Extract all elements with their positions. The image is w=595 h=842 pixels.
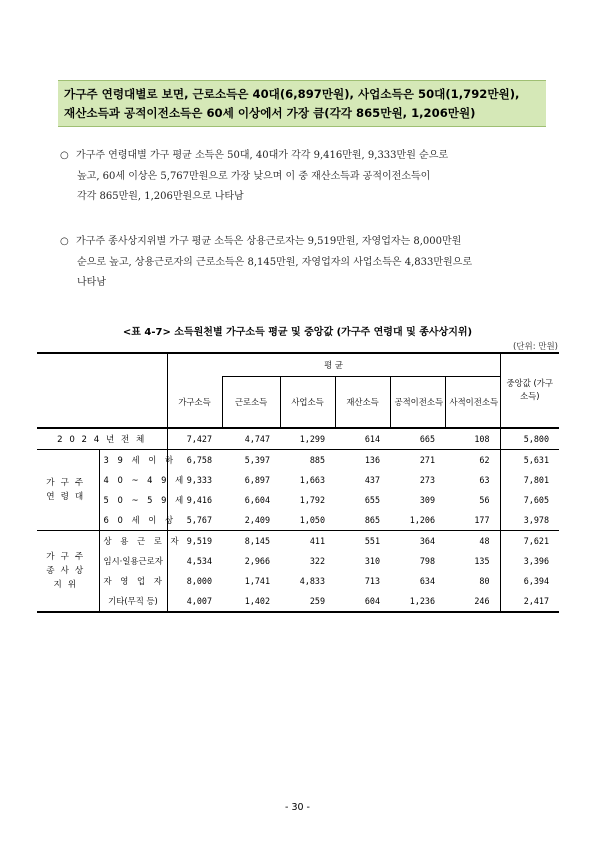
row-label: 기타(무직 등) <box>99 591 167 612</box>
cell: 259 <box>280 591 335 612</box>
row-label: 6 0 세 이 상 <box>99 510 167 531</box>
cell-median: 2,417 <box>500 591 559 612</box>
col-business-income: 사업소득 <box>280 377 335 428</box>
cell: 135 <box>474 555 490 566</box>
cell: 1,236 <box>390 591 445 612</box>
cell: 614 <box>335 428 390 450</box>
cell-median: 7,605 <box>500 490 559 510</box>
row-label: 임시·일용근로자 <box>103 555 163 566</box>
cell: 1,050 <box>280 510 335 531</box>
row-label: 4 0 ~ 4 9 세 <box>103 474 187 485</box>
cell: 4,007 <box>167 591 222 612</box>
cell: 1,206 <box>390 510 445 531</box>
cell: 364 <box>419 535 435 546</box>
cell: 634 <box>419 575 435 586</box>
header-median: 중앙값 (가구소득) <box>500 353 559 428</box>
cell-median: 5,631 <box>500 449 559 470</box>
paragraph-line: 높고, 60세 이상은 5,767만원으로 가장 낮으며 이 중 재산소득과 공적이전소득이 <box>77 170 431 182</box>
cell: 2,966 <box>244 555 270 566</box>
group-label-employment: 가구주 종사상지위 <box>37 530 99 612</box>
paragraph-line: 가구주 연령대별 가구 평균 소득은 50대, 40대가 각각 9,416만원, 9,333만원 순으로 <box>76 150 449 161</box>
cell: 48 <box>479 535 490 546</box>
cell: 62 <box>479 454 490 465</box>
cell: 5,397 <box>244 454 270 465</box>
col-earned-income: 근로소득 <box>222 377 280 428</box>
table-row <box>37 490 559 510</box>
cell: 2,409 <box>222 510 280 531</box>
cell: 4,747 <box>222 428 280 450</box>
row-label: 5 0 ~ 5 9 세 <box>103 494 187 505</box>
col-property-income: 재산소득 <box>335 377 390 428</box>
cell: 4,534 <box>167 551 222 571</box>
group-label-age: 가구주 연령대 <box>37 449 99 530</box>
cell: 136 <box>364 454 380 465</box>
income-table <box>37 352 559 613</box>
col-household-income: 가구소득 <box>167 377 222 428</box>
cell: 865 <box>335 510 390 531</box>
cell-median: 3,978 <box>500 510 559 531</box>
header-mean: 평 균 <box>167 353 500 377</box>
header-row-1 <box>37 353 559 377</box>
cell: 309 <box>419 494 435 505</box>
cell: 1,792 <box>299 494 325 505</box>
paragraph-line: 각각 865만원, 1,206만원으로 나타남 <box>77 191 244 202</box>
table-row <box>37 551 559 571</box>
row-label: 자 영 업 자 <box>103 575 165 586</box>
cell: 9,519 <box>167 530 222 551</box>
cell-median: 6,394 <box>500 571 559 591</box>
cell: 1,663 <box>299 474 325 485</box>
cell: 665 <box>390 428 445 450</box>
cell: 63 <box>479 474 490 485</box>
paragraph-age <box>60 146 555 208</box>
summary-line-2: 재산소득과 공적이전소득은 60세 이상에서 가장 큼(각각 865만원, 1,206만원) <box>64 106 476 120</box>
cell: 108 <box>445 428 500 450</box>
cell: 8,000 <box>167 571 222 591</box>
table-caption: <표 4-7> 소득원천별 가구소득 평균 및 중앙값 (가구주 연령대 및 종사상지위) <box>122 327 473 338</box>
cell: 655 <box>364 494 380 505</box>
col-public-transfer: 공적이전소득 <box>390 377 445 428</box>
cell: 246 <box>445 591 500 612</box>
cell: 604 <box>335 591 390 612</box>
cell: 322 <box>309 555 325 566</box>
cell: 437 <box>364 474 380 485</box>
col-private-transfer: 사적이전소득 <box>445 377 500 428</box>
row-label-total: 2 0 2 4 년 전 체 <box>37 428 167 450</box>
table-row <box>37 510 559 531</box>
cell: 6,604 <box>244 494 270 505</box>
cell: 551 <box>364 535 380 546</box>
cell-median: 7,801 <box>500 470 559 490</box>
table-row-total <box>37 428 559 450</box>
cell: 273 <box>419 474 435 485</box>
paragraph-line: 나타남 <box>77 277 106 288</box>
table-row <box>37 571 559 591</box>
cell: 9,333 <box>167 470 222 490</box>
cell: 1,402 <box>222 591 280 612</box>
paragraph-line: 가구주 종사상지위별 가구 평균 소득은 상용근로자는 9,519만원, 자영업자는 8,000만원 <box>76 236 462 247</box>
cell: 411 <box>309 535 325 546</box>
cell: 6,758 <box>167 449 222 470</box>
paragraph-line: 순으로 높고, 상용근로자의 근로소득은 8,145만원, 자영업자의 사업소득은 4,833만원으로 <box>77 256 472 268</box>
cell: 713 <box>364 575 380 586</box>
row-label: 3 9 세 이 하 <box>103 454 177 465</box>
summary-highlight-box <box>58 80 546 127</box>
cell: 6,897 <box>244 474 270 485</box>
cell: 9,416 <box>167 490 222 510</box>
row-label: 상 용 근 로 자 <box>103 535 182 546</box>
cell: 7,427 <box>167 428 222 450</box>
table-unit: (단위: 만원) <box>512 342 558 352</box>
cell-median: 3,396 <box>500 551 559 571</box>
cell: 4,833 <box>299 575 325 586</box>
cell: 310 <box>364 555 380 566</box>
cell: 798 <box>419 555 435 566</box>
paragraph-employment <box>60 232 555 294</box>
cell: 8,145 <box>244 535 270 546</box>
cell: 885 <box>309 454 325 465</box>
summary-line-1: 가구주 연령대별로 보면, 근로소득은 40대(6,897만원), 사업소득은 50대(1,792만원), <box>64 87 520 101</box>
cell-median: 5,800 <box>500 428 559 450</box>
cell-median: 7,621 <box>500 530 559 551</box>
cell: 56 <box>479 494 490 505</box>
cell: 80 <box>479 575 490 586</box>
bullet-mark: ○ <box>60 236 69 247</box>
cell: 177 <box>445 510 500 531</box>
table-row <box>37 530 559 551</box>
cell: 271 <box>419 454 435 465</box>
table-row <box>37 449 559 470</box>
table-row <box>37 591 559 612</box>
cell: 5,767 <box>167 510 222 531</box>
cell: 1,299 <box>280 428 335 450</box>
page-number: - 30 - <box>285 802 310 813</box>
table-row <box>37 470 559 490</box>
cell: 1,741 <box>244 575 270 586</box>
bullet-mark: ○ <box>60 150 69 161</box>
